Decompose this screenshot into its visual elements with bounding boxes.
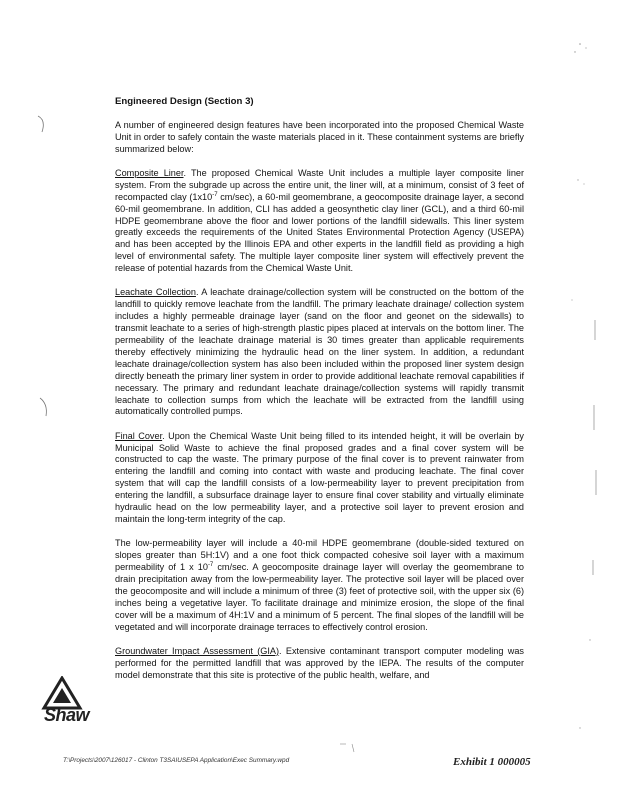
low-permeability-text-b: cm/sec. A geocomposite drainage layer will overlay the geomembrane to drain precipitation away from the low-permeability layer. The protective soil layer will be placed over the geocomposite and will include a minimum of three (3) feet of protective soil, with the upper six (6) inches being a vegetative layer. To facilitate drainage and minimize erosion, the slope of the final cover will be a maximum of 4H:1V and a minimum of 5 percent. The final slopes of the landfill will be vegetated and will incorporate drainage terraces to effectively control erosion. <box>115 562 524 632</box>
document-body <box>115 96 524 694</box>
final-cover-paragraph <box>115 431 524 526</box>
groundwater-title: Groundwater Impact Assessment (GIA) <box>115 645 280 656</box>
groundwater-text: . Extensive contaminant transport computer modeling was performed for the permitted landfill that was approved by the IEPA. The results of the computer model demonstrate that this site is protective of the public health, welfare, and <box>115 645 524 680</box>
composite-liner-text-b: cm/sec), a 60-mil geomembrane, a geocomposite drainage layer, a second 60-mil geomembrane. In addition, CLI has added a geosynthetic clay liner (GCL), and a third 60-mil HDPE geomembrane above the floor and lower portions of the landfill sidewalls. This liner system greatly exceeds the requirements of the United States Environmental Protection Agency (USEPA) and has been accepted by the Illinois EPA and other experts in the landfill field as providing a high level of environmental safety. The multiple layer composite liner system will effectively prevent the release of potential hazards from the Chemical Waste Unit. <box>115 191 524 274</box>
low-permeability-text-a: The low-permeability layer will include a 40-mil HDPE geomembrane (double-sided textured on slopes greater than 5H:1V) and a one foot thick compacted cohesive soil layer with a maximum permeability of 1 x 10 <box>115 538 524 572</box>
groundwater-paragraph <box>115 646 524 682</box>
intro-paragraph: A number of engineered design features have been incorporated into the proposed Chemical Waste Unit in order to safely contain the waste materials placed in it. These containment systems are briefly summarized below: <box>115 119 524 154</box>
leachate-collection-paragraph <box>115 287 524 418</box>
final-cover-text: . Upon the Chemical Waste Unit being filled to its intended height, it will be overlain by Municipal Solid Waste to achieve the final proposed grades and a final cover system will be constructed to cap the waste. The primary purpose of the final cover is to prevent rainwater from entering the landfill and coming into contact with waste and producing leachate. The final cover system that will cap the landfill consists of a low-permeability layer to prevent precipitation from entering the landfill, a subsurface drainage layer to ensure final cover stability and virtually eliminate hydraulic head on the low permeability layer, and a protective soil layer to prevent erosion and maintain the long-term integrity of the cap. <box>115 430 524 524</box>
composite-liner-title: Composite Liner <box>115 167 184 178</box>
composite-liner-paragraph <box>115 168 524 275</box>
composite-liner-text-a: . The proposed Chemical Waste Unit includes a multiple layer composite liner system. From the subgrade up across the entire unit, the liner will, at a minimum, consist of 3 feet of recompacted clay (1x10 <box>115 167 525 202</box>
logo-wordmark: Shaw <box>44 705 90 725</box>
section-heading: Engineered Design (Section 3) <box>115 96 254 107</box>
leachate-collection-text: . A leachate drainage/collection system will be constructed on the bottom of the landfill to quickly remove leachate from the landfill. The primary leachate drainage/ collection system includes a highly permeable drainage layer (sand on the floor and geonet on the sidewalls) to transmit leachate to a series of high-strength plastic pipes placed at intervals on the bottom liner. The permeability of the leachate drainage material is 30 times greater than applicable requirements thereby effectively minimizing the hydraulic head on the liner system. In addition, a redundant leachate drainage/collection system has also been included within the proposed liner system design directly beneath the primary liner system in order to provide additional leachate removal capabilities if necessary. The primary and redundant leachate drainage/collection systems will rapidly transmit leachate to collection sumps from which the leachate will be extracted from the landfill using automatically controlled pumps. <box>115 287 525 417</box>
low-permeability-paragraph <box>115 538 524 633</box>
composite-liner-exponent: -7 <box>212 191 218 198</box>
leachate-collection-title: Leachate Collection <box>115 287 196 298</box>
exhibit-number: Exhibit 1 000005 <box>453 756 531 768</box>
footer-file-path: T:\Projects\2007\126017 - Clinton T3SAIUSEPA Application\Exec Summary.wpd <box>63 757 290 764</box>
final-cover-title: Final Cover <box>115 430 163 441</box>
low-permeability-exponent: -7 <box>207 561 214 568</box>
